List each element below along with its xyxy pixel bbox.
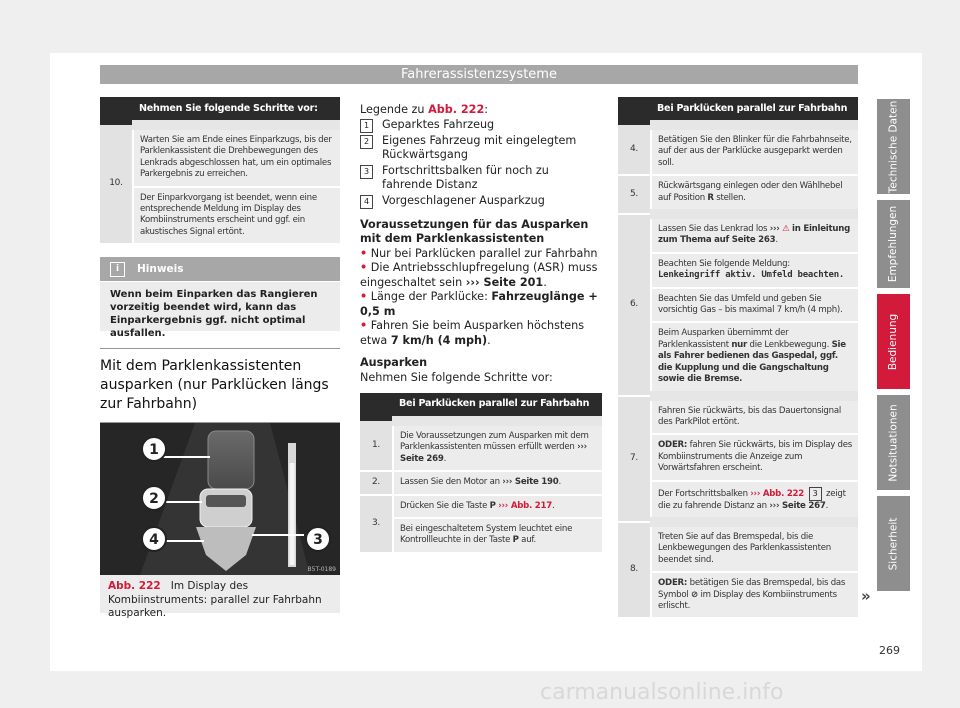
page-link[interactable]: ››› Seite 201 (465, 275, 544, 289)
display-illustration (100, 423, 340, 575)
ausparken-title: Ausparken (360, 356, 428, 369)
legend-item: 1 Geparktes Fahrzeug (360, 118, 602, 133)
step-cell: Beachten Sie folgende Meldung: Lenkeingriff aktiv. Umfeld beachten. (651, 253, 858, 288)
step-cell: ODER: fahren Sie rückwärts, bis im Display des Kombiinstruments die Anzeige zum Vorwärtsfahren erscheint. (651, 434, 858, 480)
step-cell: Die Voraussetzungen zum Ausparken mit dem Parklenkassistenten müssen erfüllt werden ››› Seite 269. (393, 421, 602, 471)
page-link[interactable]: ››› Seite 267 (769, 500, 826, 511)
prereq-bullet: • Nur bei Parklücken parallel zur Fahrbahn (360, 246, 598, 260)
hint-text: Wenn beim Einparken das Rangieren vorzeitig beendet wird, kann das Einparkergebnis ggf. nicht optimal ausfallen. (110, 289, 318, 339)
figure-caption-text: Im Display des Kombiinstruments: parallel zur Fahrbahn ausparken. (108, 580, 322, 619)
own-car-icon (200, 489, 252, 527)
step-number: 3. (360, 495, 393, 553)
park-assist-symbol-icon: ⊘ (691, 589, 698, 600)
step-cell: Rückwärtsgang einlegen oder den Wählhebel auf Position R stellen. (651, 175, 858, 214)
step-number: 8. (618, 522, 651, 618)
figure-link[interactable]: ››› Abb. 217 (498, 500, 552, 511)
step-cell: Lassen Sie den Motor an ››› Seite 190. (393, 471, 602, 494)
figure-marker-label: 2 (149, 491, 159, 507)
info-icon: i (110, 262, 125, 277)
middle-column (360, 103, 602, 554)
step-number: 10. (100, 125, 133, 244)
step-cell: Beachten Sie das Umfeld und geben Sie vorsichtig Gas – bis maximal 7 km/h (4 mph). (651, 288, 858, 323)
step-cell: Lassen Sie das Lenkrad los ››› ⚠ in Einleitung zum Thema auf Seite 263. (651, 214, 858, 253)
left-table-heading: Nehmen Sie folgende Schritte vor: (133, 97, 340, 125)
tab-empfehlungen[interactable]: Empfehlungen (877, 200, 910, 288)
legend-item: 2 Eigenes Fahrzeug mit eingelegtem Rückwärtsgang (360, 134, 602, 163)
ausparken-intro: Nehmen Sie folgende Schritte vor: (360, 370, 553, 384)
figure-222 (100, 423, 340, 619)
figure-link[interactable]: ››› Abb. 222 (750, 488, 805, 499)
page-number: 269 (879, 644, 900, 657)
step-number: 2. (360, 471, 393, 494)
figure-code: B5T-0189 (307, 566, 336, 573)
figure-marker-label: 4 (149, 532, 159, 548)
continue-mark: » (861, 587, 871, 605)
hint-title: Hinweis (137, 263, 184, 275)
prereq-bullet: • Länge der Parklücke: Fahrzeuglänge + 0,5 m (360, 290, 598, 318)
step-number: 1. (360, 421, 393, 471)
figure-marker-label: 1 (149, 442, 159, 458)
step-cell: Bei eingeschaltetem System leuchtet eine Kontrollleuchte in der Taste P auf. (393, 518, 602, 553)
page-header: Fahrerassistenzsysteme (100, 65, 858, 84)
step-cell: Drücken Sie die Taste P ››› Abb. 217. (393, 495, 602, 518)
hint-box (100, 257, 340, 339)
step-cell: Treten Sie auf das Bremspedal, bis die Lenkbewegungen des Parklenkassistenten beendet sind. (651, 522, 858, 572)
step-cell: Der Fortschrittsbalken ››› Abb. 222 3 zeigt die zu fahrende Distanz an ››› Seite 267. (651, 481, 858, 522)
page-link[interactable]: ››› Seite 269 (400, 442, 587, 464)
prereq-bullet: • Fahren Sie beim Ausparken höchstens etwa 7 km/h (4 mph). (360, 319, 585, 347)
warning-icon: ⚠ (782, 224, 790, 235)
legend-item: 3 Fortschrittsbalken für noch zu fahrende Distanz (360, 164, 602, 193)
section-title: Mit dem Parklenkassistenten ausparken (nur Parklücken längs zur Fahrbahn) (100, 348, 340, 423)
park-assist-key-icon: P (512, 535, 519, 546)
step-cell: Beim Ausparken übernimmt der Parklenkassistent nur die Lenkbewegung. Sie als Fahrer bedienen das Gaspedal, ggf. die Kupplung und die Gangschaltung sowie die Bremse. (651, 322, 858, 395)
step-number: 6. (618, 214, 651, 395)
step-cell: Der Einparkvorgang ist beendet, wenn eine entsprechende Meldung im Display des Kombiinstruments erscheint und ggf. ein akustisches Signal ertönt. (133, 187, 340, 245)
tab-sicherheit[interactable]: Sicherheit (877, 496, 910, 591)
legend-item: 4 Vorgeschlagener Ausparkzug (360, 194, 602, 209)
right-table-heading: Bei Parklücken parallel zur Fahrbahn (651, 97, 858, 125)
legend-heading: Legende zu Abb. 222: (360, 103, 489, 116)
figure-link[interactable]: Abb. 222 (428, 103, 485, 116)
side-tabs (877, 99, 910, 597)
page-link[interactable]: in Einleitung zum Thema auf Seite 263 (658, 224, 850, 246)
figure-label: Abb. 222 (108, 580, 161, 592)
park-assist-key-icon: P (489, 500, 496, 511)
step-cell: Fahren Sie rückwärts, bis das Dauertonsignal des ParkPilot ertönt. (651, 396, 858, 435)
step-cell: Warten Sie am Ende eines Einparkzugs, bis der Parklenkassistent die Drehbewegungen des Lenkrads abgeschlossen hat, um ein optimales Parkergebnis zu erreichen. (133, 125, 340, 187)
tab-technische-daten[interactable]: Technische Daten (877, 99, 910, 194)
step-cell: Betätigen Sie den Blinker für die Fahrbahnseite, auf der aus der Parklücke ausgeparkt werden soll. (651, 125, 858, 175)
step-cell: ODER: betätigen Sie das Bremspedal, bis das Symbol ⊘ im Display des Kombiinstruments erlischt. (651, 572, 858, 618)
parking-display-graphic (100, 423, 340, 575)
right-steps-table (618, 97, 858, 619)
step-number: 4. (618, 125, 651, 175)
left-steps-table (100, 97, 340, 245)
figure-marker-label: 3 (313, 532, 323, 548)
page-link[interactable]: ››› Seite 190 (502, 477, 559, 488)
tab-notsituationen[interactable]: Notsituationen (877, 395, 910, 490)
middle-steps-table (360, 393, 602, 554)
parked-car-icon (208, 431, 254, 489)
step-number: 7. (618, 396, 651, 522)
tab-bedienung[interactable]: Bedienung (877, 294, 910, 389)
prereq-bullet: • Die Antriebsschlupfregelung (ASR) muss eingeschaltet sein ››› Seite 201. (360, 261, 598, 289)
step-number: 5. (618, 175, 651, 214)
figure-caption (108, 580, 336, 621)
mid-table-heading: Bei Parklücken parallel zur Fahrbahn (393, 393, 602, 421)
watermark: carmanualsonline.info (540, 680, 784, 705)
prereq-title: Voraussetzungen für das Ausparken mit dem Parklenkassistenten (360, 217, 589, 245)
